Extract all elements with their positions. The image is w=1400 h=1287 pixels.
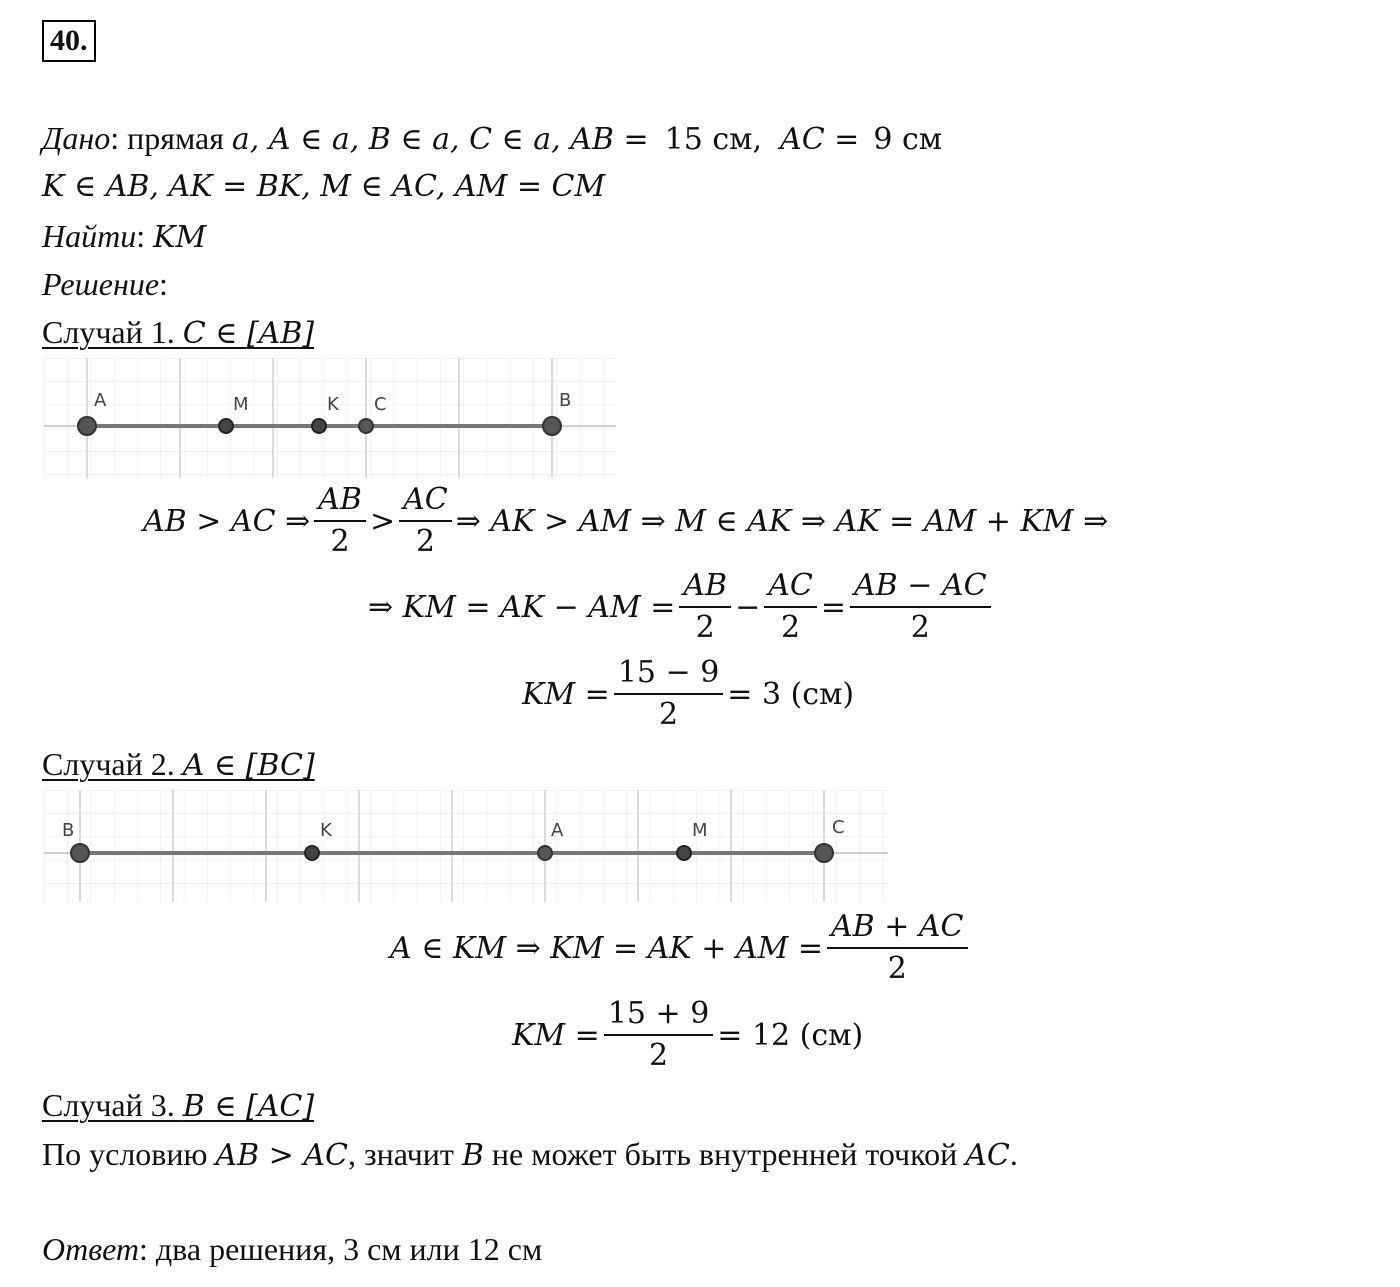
point-a [78,417,96,435]
label-b: B [62,820,75,841]
label-c: C [374,394,387,415]
given-math-1: a, A ∈ a, B ∈ a, C ∈ a, AB = [231,122,649,157]
case1-eq1-part1: AB > AC ⇒ [143,503,311,539]
point-m [219,419,233,433]
case2-equation-1 [390,907,972,989]
case2-eq1-part1: A ∈ KM ⇒ KM = AK + AM = [390,930,823,966]
point-c [359,419,373,433]
given-line-2: K ∈ AB, AK = BK, M ∈ AC, AM = CM [42,169,606,204]
case3-s4: . [1009,1136,1018,1172]
km-label: KM = [522,676,610,712]
point-k [312,419,326,433]
point-a [538,846,552,860]
case1-diagram [44,358,616,478]
label-k: K [327,394,339,415]
fraction: $\frac{AB}{2}$ [314,480,366,562]
label-m: M [233,394,249,415]
answer-label: Ответ [42,1231,139,1267]
case2-title-math: A ∈ [BC] [182,748,315,783]
case2-title [42,744,315,786]
case1-equation-1 [143,480,1108,562]
fraction: $\frac{AB + AC}{2}$ [827,907,968,989]
case2-equation-2 [512,994,863,1076]
point-b [71,844,89,862]
fraction: $\frac{AB - AC}{2}$ [850,566,991,648]
fraction: $\frac{AC}{2}$ [764,566,817,648]
case2-title-text: Случай 2. [42,746,183,782]
case1-title-math: C ∈ [AB] [182,316,315,351]
ac-label: AC = [780,122,860,157]
case1-equation-3 [522,653,854,735]
case1-title-text: Случай 1. [42,314,183,350]
label-a: A [551,820,564,841]
solution-label-line: Решение: [42,266,168,302]
case3-title-text: Случай 3. [42,1087,183,1123]
case3-s2: , значит [347,1136,462,1172]
case3-title-math: B ∈ [AC] [182,1089,315,1124]
equals-sign: = [820,589,846,625]
case3-s1: По условию [42,1136,216,1172]
label-c: C [832,817,845,838]
point-k [305,846,319,860]
answer-text: : два решения, 3 см или 12 см [139,1231,543,1267]
label-m: M [692,820,708,841]
label-a: A [94,390,107,411]
point-b [543,417,561,435]
point-m [677,846,691,860]
ac-value: 9 см [873,122,943,157]
case1-eq2-part1: ⇒ KM = AK − AM = [368,589,676,625]
ab-value: 15 см, [664,122,763,157]
km-label: KM = [512,1017,600,1053]
case3-s3: не может быть внутренней точкой [483,1136,966,1172]
case1-title [42,312,314,354]
fraction: $\frac{AB}{2}$ [679,566,731,648]
answer-line [42,1229,542,1269]
problem-number: 40. [42,20,96,62]
case3-m2: B [461,1138,484,1173]
label-k: K [320,820,332,841]
case2-result: = 12 (см) [717,1017,864,1053]
label-b: B [559,390,572,411]
given-label: Дано [42,120,111,156]
find-line: Найти: KM [42,218,207,255]
given-line-1 [42,118,942,160]
solution-label: Решение [42,266,160,302]
case1-result: = 3 (см) [727,676,855,712]
case3-statement [42,1134,1018,1176]
fraction: $\frac{AC}{2}$ [399,480,452,562]
point-c [815,844,833,862]
case1-equation-2 [368,566,995,648]
case3-title [42,1085,314,1127]
case1-eq1-part2: ⇒ AK > AM ⇒ M ∈ AK ⇒ AK = AM + KM ⇒ [455,503,1109,539]
fraction: $\frac{15 - 9}{2}$ [614,653,723,735]
case3-m1: AB > AC [215,1138,348,1173]
given-text: : прямая [110,120,232,156]
case1-eq1-gt: > [369,503,396,539]
case3-m3: AC [965,1138,1010,1173]
find-label: Найти [42,218,137,254]
minus-sign: − [735,589,761,625]
fraction: $\frac{15 + 9}{2}$ [604,994,713,1076]
find-value: KM [153,220,207,255]
case2-diagram [44,790,888,902]
